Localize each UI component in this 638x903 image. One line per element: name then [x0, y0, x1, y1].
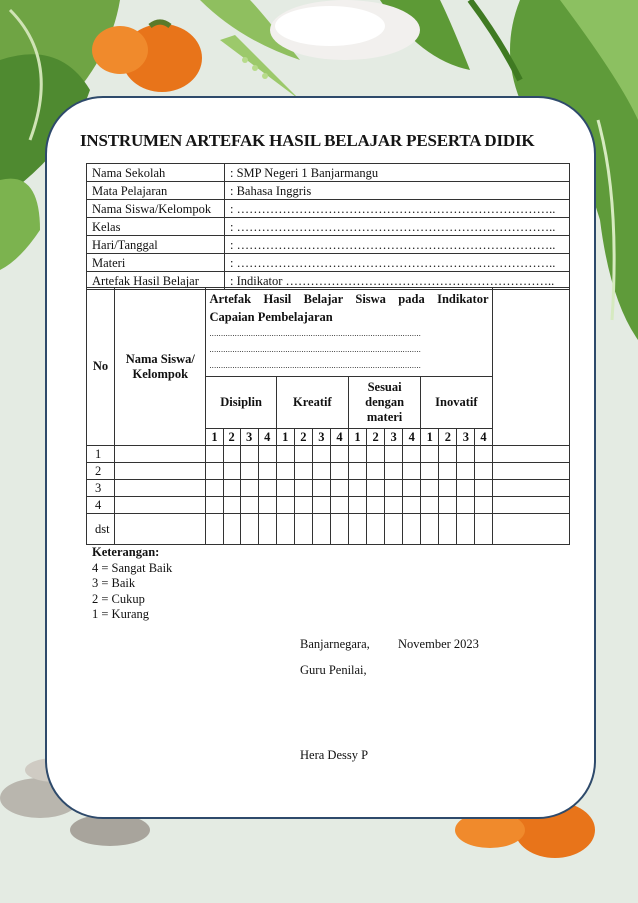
- criteria-disiplin: Disiplin: [206, 377, 276, 429]
- score-header: 1: [206, 429, 223, 446]
- score-cell[interactable]: [421, 446, 439, 463]
- score-cell[interactable]: [385, 463, 403, 480]
- artefak-heading-cell: [206, 288, 492, 377]
- score-header: 2: [223, 429, 240, 446]
- info-row: [87, 182, 570, 200]
- signature-place: Banjarnegara,: [300, 637, 370, 651]
- score-cell[interactable]: [330, 514, 348, 545]
- score-header: 4: [258, 429, 276, 446]
- score-cell[interactable]: [115, 446, 206, 463]
- dotted-line: ............................................................................................: [209, 361, 422, 370]
- row-number: 2: [87, 463, 115, 480]
- score-cell[interactable]: [294, 480, 312, 497]
- score-cell[interactable]: [258, 514, 276, 545]
- info-label: Nama Siswa/Kelompok: [87, 200, 225, 218]
- info-value: : SMP Negeri 1 Banjarmangu: [225, 164, 570, 182]
- score-cell[interactable]: [223, 463, 240, 480]
- score-cell[interactable]: [439, 463, 457, 480]
- score-cell[interactable]: [457, 497, 475, 514]
- score-header: 2: [367, 429, 385, 446]
- blank-column: [492, 288, 570, 446]
- score-cell[interactable]: [115, 497, 206, 514]
- score-cell[interactable]: [348, 480, 366, 497]
- info-label: Materi: [87, 254, 225, 272]
- score-header: 3: [457, 429, 475, 446]
- score-cell[interactable]: [294, 497, 312, 514]
- score-cell[interactable]: [439, 497, 457, 514]
- score-cell[interactable]: [258, 497, 276, 514]
- score-cell[interactable]: [439, 446, 457, 463]
- legend-heading: Keterangan:: [92, 545, 160, 559]
- score-cell[interactable]: [421, 514, 439, 545]
- score-header: 3: [240, 429, 258, 446]
- col-header-no: No: [87, 288, 115, 446]
- row-number: 3: [87, 480, 115, 497]
- score-cell[interactable]: [475, 446, 492, 463]
- score-cell[interactable]: [294, 514, 312, 545]
- table-row: [87, 497, 570, 514]
- score-header: 4: [475, 429, 492, 446]
- dotted-line: ............................................................................................: [209, 345, 422, 354]
- score-cell[interactable]: [492, 480, 570, 497]
- score-cell[interactable]: [475, 463, 492, 480]
- score-cell[interactable]: [258, 446, 276, 463]
- score-cell[interactable]: [367, 463, 385, 480]
- score-cell[interactable]: [475, 514, 492, 545]
- score-cell[interactable]: [206, 446, 223, 463]
- score-header: 4: [403, 429, 421, 446]
- table-row: [87, 514, 570, 545]
- legend: [92, 545, 172, 623]
- criteria-inovatif: Inovatif: [421, 377, 492, 429]
- score-header: 2: [294, 429, 312, 446]
- legend-item: 1 = Kurang: [92, 607, 150, 621]
- score-cell[interactable]: [403, 463, 421, 480]
- score-cell[interactable]: [223, 514, 240, 545]
- score-header: 1: [276, 429, 294, 446]
- score-cell[interactable]: [312, 514, 330, 545]
- table-row: [87, 480, 570, 497]
- score-cell[interactable]: [475, 480, 492, 497]
- score-cell[interactable]: [421, 480, 439, 497]
- dotted-line: ............................................................................................: [209, 329, 422, 338]
- score-cell[interactable]: [294, 446, 312, 463]
- signature-place-date: [300, 637, 479, 652]
- score-cell[interactable]: [457, 446, 475, 463]
- info-label: Hari/Tanggal: [87, 236, 225, 254]
- score-cell[interactable]: [276, 514, 294, 545]
- row-number: dst: [87, 514, 115, 545]
- info-label: Nama Sekolah: [87, 164, 225, 182]
- score-cell[interactable]: [367, 497, 385, 514]
- score-cell[interactable]: [206, 514, 223, 545]
- score-cell[interactable]: [385, 497, 403, 514]
- score-cell[interactable]: [439, 514, 457, 545]
- score-cell[interactable]: [276, 480, 294, 497]
- score-cell[interactable]: [403, 497, 421, 514]
- score-cell[interactable]: [385, 446, 403, 463]
- score-cell[interactable]: [312, 497, 330, 514]
- info-table: [86, 163, 570, 290]
- info-value: : …………………………………………………………………..: [225, 200, 570, 218]
- score-cell[interactable]: [276, 497, 294, 514]
- signature-name: Hera Dessy P: [300, 748, 369, 762]
- score-cell[interactable]: [421, 463, 439, 480]
- score-cell[interactable]: [330, 480, 348, 497]
- col-header-nama: Nama Siswa/ Kelompok: [115, 288, 206, 446]
- score-header: 3: [312, 429, 330, 446]
- score-cell[interactable]: [348, 497, 366, 514]
- info-label: Kelas: [87, 218, 225, 236]
- info-row: [87, 236, 570, 254]
- score-cell[interactable]: [258, 463, 276, 480]
- assessment-table: [86, 287, 570, 545]
- score-header: 1: [348, 429, 366, 446]
- score-header: 3: [385, 429, 403, 446]
- score-cell[interactable]: [240, 446, 258, 463]
- score-cell[interactable]: [421, 497, 439, 514]
- info-row: [87, 254, 570, 272]
- score-cell[interactable]: [115, 514, 206, 545]
- table-row: [87, 463, 570, 480]
- criteria-sesuai-materi: Sesuai dengan materi: [348, 377, 420, 429]
- page-title: INSTRUMEN ARTEFAK HASIL BELAJAR PESERTA DIDIK: [80, 131, 535, 150]
- white-radish-icon: [270, 0, 420, 60]
- score-cell[interactable]: [403, 514, 421, 545]
- score-cell[interactable]: [276, 463, 294, 480]
- info-value: : Indikator ………………………………………………………..: [225, 272, 570, 290]
- score-cell[interactable]: [294, 463, 312, 480]
- score-cell[interactable]: [240, 480, 258, 497]
- score-cell[interactable]: [348, 463, 366, 480]
- info-label: Artefak Hasil Belajar: [87, 272, 225, 290]
- score-cell[interactable]: [330, 463, 348, 480]
- score-cell[interactable]: [475, 497, 492, 514]
- legend-item: 4 = Sangat Baik: [92, 560, 173, 575]
- info-value: : …………………………………………………………………..: [225, 254, 570, 272]
- row-number: 1: [87, 446, 115, 463]
- score-cell[interactable]: [348, 446, 366, 463]
- score-cell[interactable]: [240, 463, 258, 480]
- info-row: [87, 164, 570, 182]
- score-cell[interactable]: [330, 497, 348, 514]
- score-cell[interactable]: [385, 480, 403, 497]
- score-cell[interactable]: [492, 514, 570, 545]
- score-cell[interactable]: [223, 497, 240, 514]
- score-header: 1: [421, 429, 439, 446]
- info-label: Mata Pelajaran: [87, 182, 225, 200]
- score-cell[interactable]: [492, 463, 570, 480]
- score-cell[interactable]: [115, 463, 206, 480]
- score-cell[interactable]: [223, 446, 240, 463]
- info-value: : …………………………………………………………………..: [225, 218, 570, 236]
- score-cell[interactable]: [367, 446, 385, 463]
- score-cell[interactable]: [312, 463, 330, 480]
- score-cell[interactable]: [312, 480, 330, 497]
- score-cell[interactable]: [223, 480, 240, 497]
- table-row: [87, 446, 570, 463]
- artefak-heading: Artefak Hasil Belajar Siswa pada Indikator: [209, 292, 489, 306]
- score-cell[interactable]: [348, 514, 366, 545]
- score-cell[interactable]: [206, 497, 223, 514]
- signature-date: November 2023: [398, 637, 479, 651]
- score-cell[interactable]: [439, 480, 457, 497]
- info-row: [87, 200, 570, 218]
- score-cell[interactable]: [240, 514, 258, 545]
- score-header: 4: [330, 429, 348, 446]
- info-row: [87, 218, 570, 236]
- score-cell[interactable]: [258, 480, 276, 497]
- score-cell[interactable]: [240, 497, 258, 514]
- criteria-kreatif: Kreatif: [276, 377, 348, 429]
- score-cell[interactable]: [492, 497, 570, 514]
- score-cell[interactable]: [206, 480, 223, 497]
- score-cell[interactable]: [403, 480, 421, 497]
- score-cell[interactable]: [367, 514, 385, 545]
- info-value: : Bahasa Inggris: [225, 182, 570, 200]
- score-cell[interactable]: [276, 446, 294, 463]
- score-cell[interactable]: [312, 446, 330, 463]
- score-cell[interactable]: [115, 480, 206, 497]
- score-cell[interactable]: [457, 480, 475, 497]
- row-number: 4: [87, 497, 115, 514]
- score-header: 2: [439, 429, 457, 446]
- artefak-subheading: Capaian Pembelajaran: [209, 310, 333, 324]
- score-cell[interactable]: [385, 514, 403, 545]
- score-cell[interactable]: [457, 514, 475, 545]
- score-cell[interactable]: [403, 446, 421, 463]
- legend-item: 2 = Cukup: [92, 591, 145, 606]
- score-cell[interactable]: [206, 463, 223, 480]
- legend-item: 3 = Baik: [92, 576, 136, 590]
- score-cell[interactable]: [330, 446, 348, 463]
- info-value: : …………………………………………………………………..: [225, 236, 570, 254]
- signature-role: Guru Penilai,: [300, 663, 367, 677]
- score-cell[interactable]: [492, 446, 570, 463]
- score-cell[interactable]: [367, 480, 385, 497]
- score-cell[interactable]: [457, 463, 475, 480]
